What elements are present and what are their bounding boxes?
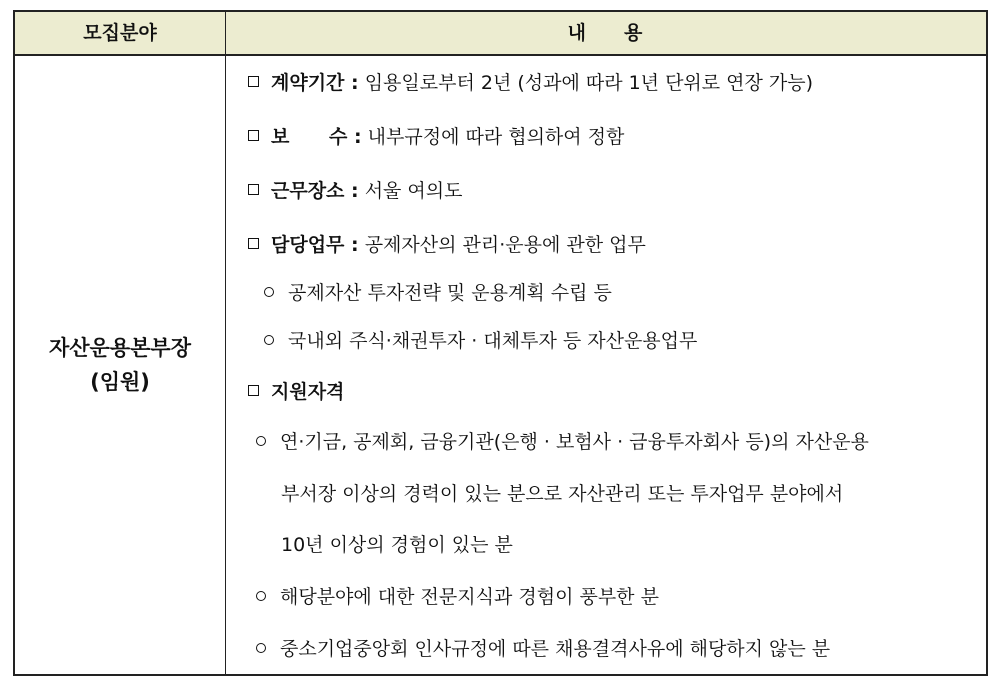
circle-bullet-icon <box>264 287 274 297</box>
qualification-continuation <box>226 530 513 560</box>
duty-sub-item <box>226 278 612 308</box>
qualification-sub-text: 해당분야에 대한 전문지식과 경험이 풍부한 분 <box>280 586 659 608</box>
salary-row <box>226 122 624 152</box>
qualification-label: 지원자격 <box>271 381 345 403</box>
header-content-label-part1: 내 <box>567 22 588 44</box>
qualification-sub-text: 10년 이상의 경험이 있는 분 <box>281 534 513 556</box>
location-label: 근무장소 : <box>271 180 359 202</box>
duty-value: 공제자산의 관리·운용에 관한 업무 <box>364 234 646 256</box>
location-value: 서울 여의도 <box>364 180 463 202</box>
qualification-sub-text: 부서장 이상의 경력이 있는 분으로 자산관리 또는 투자업무 분야에서 <box>281 483 844 505</box>
field-cell <box>15 56 226 674</box>
field-name-line1: 자산운용본부장 <box>48 336 191 360</box>
recruitment-table <box>13 10 988 676</box>
table-header-row <box>15 12 986 56</box>
contract-period-value: 임용일로부터 2년 (성과에 따라 1년 단위로 연장 가능) <box>364 72 814 94</box>
content-cell <box>226 56 986 674</box>
contract-period-row <box>226 68 813 98</box>
salary-label: 보 수 : <box>271 126 362 148</box>
salary-value: 내부규정에 따라 협의하여 정함 <box>367 126 625 148</box>
square-bullet-icon <box>248 76 259 87</box>
qualification-sub-item <box>226 582 659 612</box>
square-bullet-icon <box>248 238 259 249</box>
header-content-label-part2: 용 <box>624 22 645 44</box>
duty-sub-text: 국내외 주식·채권투자 · 대체투자 등 자산운용업무 <box>288 330 698 352</box>
duty-sub-text: 공제자산 투자전략 및 운용계획 수립 등 <box>288 282 612 304</box>
duty-sub-item <box>226 326 697 356</box>
square-bullet-icon <box>248 385 259 396</box>
circle-bullet-icon <box>256 436 266 446</box>
square-bullet-icon <box>248 184 259 195</box>
qualification-continuation <box>226 479 843 509</box>
duty-label: 담당업무 : <box>271 234 359 256</box>
qualification-sub-item <box>226 634 830 664</box>
square-bullet-icon <box>248 130 259 141</box>
qualification-sub-text: 중소기업중앙회 인사규정에 따른 채용결격사유에 해당하지 않는 분 <box>280 638 831 660</box>
field-name <box>15 331 225 399</box>
qualification-row <box>226 377 344 407</box>
qualification-sub-item <box>226 427 869 457</box>
contract-period-label: 계약기간 : <box>271 72 359 94</box>
header-field-label: 모집분야 <box>15 12 226 54</box>
circle-bullet-icon <box>264 335 274 345</box>
circle-bullet-icon <box>256 643 266 653</box>
qualification-sub-text: 연·기금, 공제회, 금융기관(은행 · 보험사 · 금융투자회사 등)의 자산운용 <box>280 431 869 453</box>
duty-row <box>226 230 646 260</box>
field-name-line2: (임원) <box>90 370 150 394</box>
header-content-label <box>226 12 986 54</box>
circle-bullet-icon <box>256 591 266 601</box>
location-row <box>226 176 463 206</box>
